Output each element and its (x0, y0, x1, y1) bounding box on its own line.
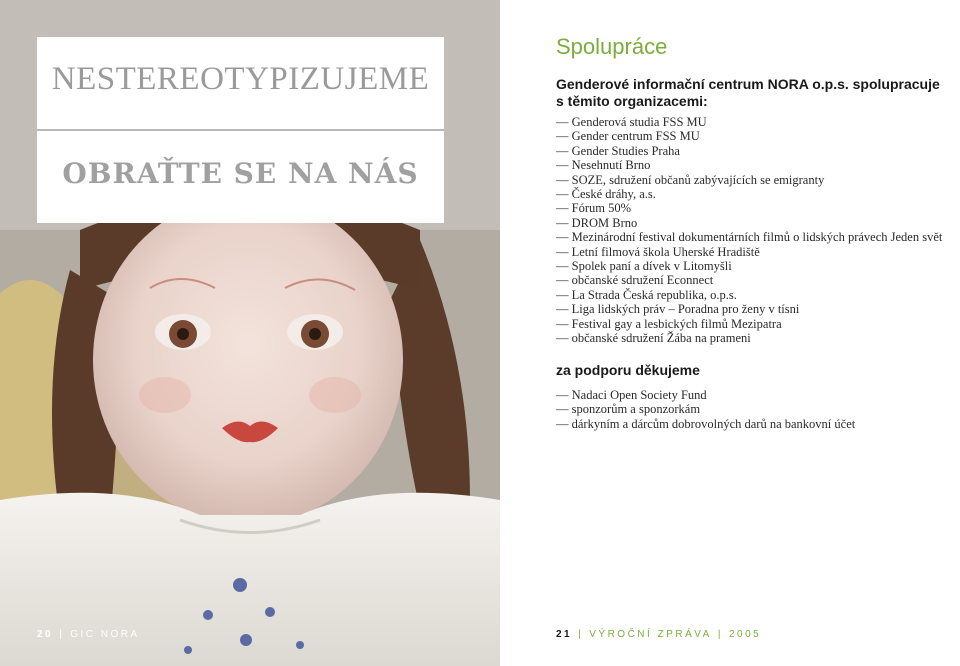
footer-year: 2005 (728, 629, 762, 640)
page-number-right: 21 (556, 629, 573, 640)
footer-separator: | (59, 629, 65, 640)
footer-separator: | (717, 629, 723, 640)
list-item: — Gender Studies Praha (556, 144, 942, 158)
list-item: — SOZE, sdružení občanů zabývajících se emigranty (556, 173, 942, 187)
list-item: — Genderová studia FSS MU (556, 115, 942, 129)
list-item: — občanské sdružení Žába na prameni (556, 331, 942, 345)
organizations-list (556, 115, 942, 346)
title-nestereotypizujeme: NESTEREOTYPIZUJEME (51, 61, 430, 97)
footer-right (556, 629, 761, 640)
thanks-heading: za podporu děkujeme (556, 362, 700, 378)
intro-text (556, 76, 940, 110)
list-item: — La Strada Česká republika, o.p.s. (556, 288, 942, 302)
title-divider (37, 129, 444, 131)
list-item: — Gender centrum FSS MU (556, 129, 942, 143)
list-item: — Liga lidských práv – Poradna pro ženy v tísni (556, 302, 942, 316)
footer-left (37, 629, 140, 640)
page-heading: Spolupráce (556, 34, 668, 59)
list-item: — Mezinárodní festival dokumentárních filmů o lidských právech Jeden svět (556, 230, 942, 244)
title-obratte-se-na-nas: OBRAŤTE SE NA NÁS (62, 157, 419, 190)
list-item: — České dráhy, a.s. (556, 187, 942, 201)
list-item: — Festival gay a lesbických filmů Mezipatra (556, 317, 942, 331)
list-item: — Fórum 50% (556, 201, 942, 215)
footer-label-right: VÝROČNÍ ZPRÁVA (589, 629, 712, 640)
list-item: — Letní filmová škola Uherské Hradiště (556, 245, 942, 259)
intro-line: Genderové informační centrum NORA o.p.s. spolupracuje (556, 76, 940, 92)
title-box (37, 37, 444, 223)
page-number-left: 20 (37, 629, 54, 640)
right-page (500, 0, 960, 666)
footer-separator: | (578, 629, 584, 640)
list-item: — Nadaci Open Society Fund (556, 388, 855, 402)
list-item: — Spolek paní a dívek v Litomyšli (556, 259, 942, 273)
intro-line: s těmito organizacemi: (556, 93, 708, 109)
list-item: — dárkyním a dárcům dobrovolných darů na bankovní účet (556, 417, 855, 431)
list-item: — sponzorům a sponzorkám (556, 402, 855, 416)
thanks-list (556, 388, 855, 431)
list-item: — občanské sdružení Econnect (556, 273, 942, 287)
list-item: — Nesehnutí Brno (556, 158, 942, 172)
footer-label-left: GIC NORA (70, 629, 140, 640)
list-item: — DROM Brno (556, 216, 942, 230)
